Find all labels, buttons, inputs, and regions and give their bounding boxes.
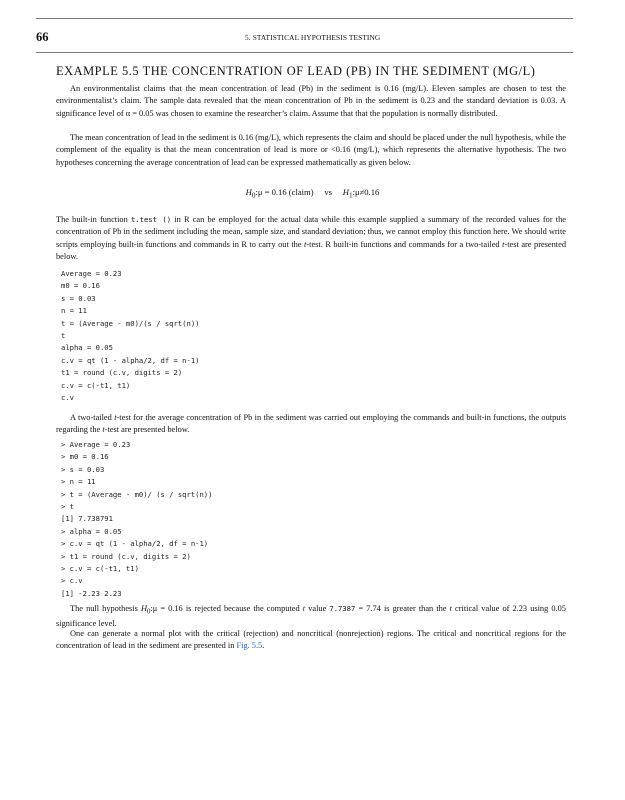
paragraph-builtin-function [56, 214, 566, 263]
figure-reference-link[interactable]: Fig. 5.5 [236, 641, 263, 651]
text-span: A two-tailed [70, 413, 115, 422]
text-span: in R can be employed for the actual data while this example supplied a summary of the recorded values for the concentration of Pb in the sediment including the mean, sample size, and standard deviation; thus, we cannot employ this function here. We should write scripts employing built-in functions and commands in R to carry out the [56, 215, 566, 249]
text-span: -test are presented below. [104, 425, 190, 435]
page-number: 66 [36, 30, 49, 44]
text-span: -test. R built-in functions and commands for a two-tailed [306, 239, 503, 249]
h1-subscript: 1 [348, 191, 353, 200]
text-span: value [305, 604, 330, 613]
paragraph-normal-plot [56, 628, 566, 653]
paragraph-hypotheses: The mean concentration of lead in the sediment is 0.16 (mg/L), which represents the claim and should be placed under the null hypothesis, while the complement of the equality is that the mean concentration of lead is more or <0.16 (mg/L), which represents the alternative hypothesis. The two hypotheses concerning the average concentration of lead can be expressed mathematically as given below. [56, 133, 566, 167]
inline-code-t-test: t.test () [130, 215, 172, 224]
running-title: 5. STATISTICAL HYPOTHESIS TESTING [245, 33, 381, 42]
t-variable: t [304, 239, 307, 249]
text-span: :μ = 0.16 is rejected because the computed [150, 604, 303, 613]
h1-symbol: H [342, 187, 349, 197]
text-span: The built-in function [56, 215, 131, 224]
h0-symbol: H [245, 187, 252, 197]
h-symbol: H [140, 604, 147, 613]
code-block-script: Average = 0.23 m0 = 0.16 s = 0.03 n = 11 t = (Average - m0)/(s / sqrt(n)) t alpha = 0.05 c.v = qt (1 - alpha/2, df = n-1) t1 = round (c.v, digits = 2) c.v = c(-t1, t1) c.v [61, 269, 200, 403]
t-variable: t [302, 604, 306, 613]
example-heading: EXAMPLE 5.5 THE CONCENTRATION OF LEAD (PB) IN THE SEDIMENT (MG/L) [56, 64, 536, 78]
h1-expression: :μ≠0.16 [352, 187, 380, 197]
t-variable: t [449, 604, 452, 613]
paragraph-two-tailed [56, 412, 566, 437]
inline-code-t-value: 7.7387 [329, 604, 356, 613]
t-variable: t [102, 425, 105, 435]
h-subscript: 0 [146, 607, 151, 616]
text-span: critical value of 2.23 using 0.05 significance level. [56, 604, 566, 628]
text-span: . [262, 641, 265, 651]
paragraph-claim: An environmentalist claims that the mean concentration of lead (Pb) in the sediment is 0.16 (mg/L). Eleven samples are chosen to test the environmentalist’s claim. The sample data revealed that the mean concentration of Pb in the sediment is 0.23 and the standard deviation is 0.03. A significance level of α = 0.05 was chosen to examine the researcher’s claim. Assume that that the population is normally distributed. [56, 84, 566, 118]
t-variable: t [114, 413, 117, 422]
header-top-rule [36, 18, 573, 19]
versus-label: vs [324, 187, 333, 197]
h0-subscript: 0 [251, 191, 256, 200]
h0-expression: :μ = 0.16 (claim) [255, 187, 314, 197]
text-span: -test are presented below. [56, 239, 566, 261]
text-span: = 7.74 is greater than the [355, 604, 450, 613]
paragraph-conclusion [56, 603, 566, 630]
code-block-output: > Average = 0.23 > m0 = 0.16 > s = 0.03 > n = 11 > t = (Average - m0)/ (s / sqrt(n)) > t [1] 7.738791 > alpha = 0.05 > c.v = qt (1 - alpha/2, df = n-1) > t1 = round (c.v, digits = 2) > c.v = c(-t1, t1) > c.v [1] -2.23 2.23 [61, 440, 213, 598]
hypotheses-formula [0, 187, 625, 200]
header-bottom-rule [36, 52, 573, 53]
text-span: The null hypothesis [70, 604, 141, 613]
text-span: -test for the average concentration of Pb in the sediment was carried out employing the commands and built-in functions, the outputs regarding the [56, 413, 566, 435]
text-span: One can generate a normal plot with the critical (rejection) and noncritical (nonrejection) regions. The critical and noncritical regions for the concentration of lead in the sediment are presented in [56, 629, 566, 651]
t-variable: t [502, 239, 505, 249]
